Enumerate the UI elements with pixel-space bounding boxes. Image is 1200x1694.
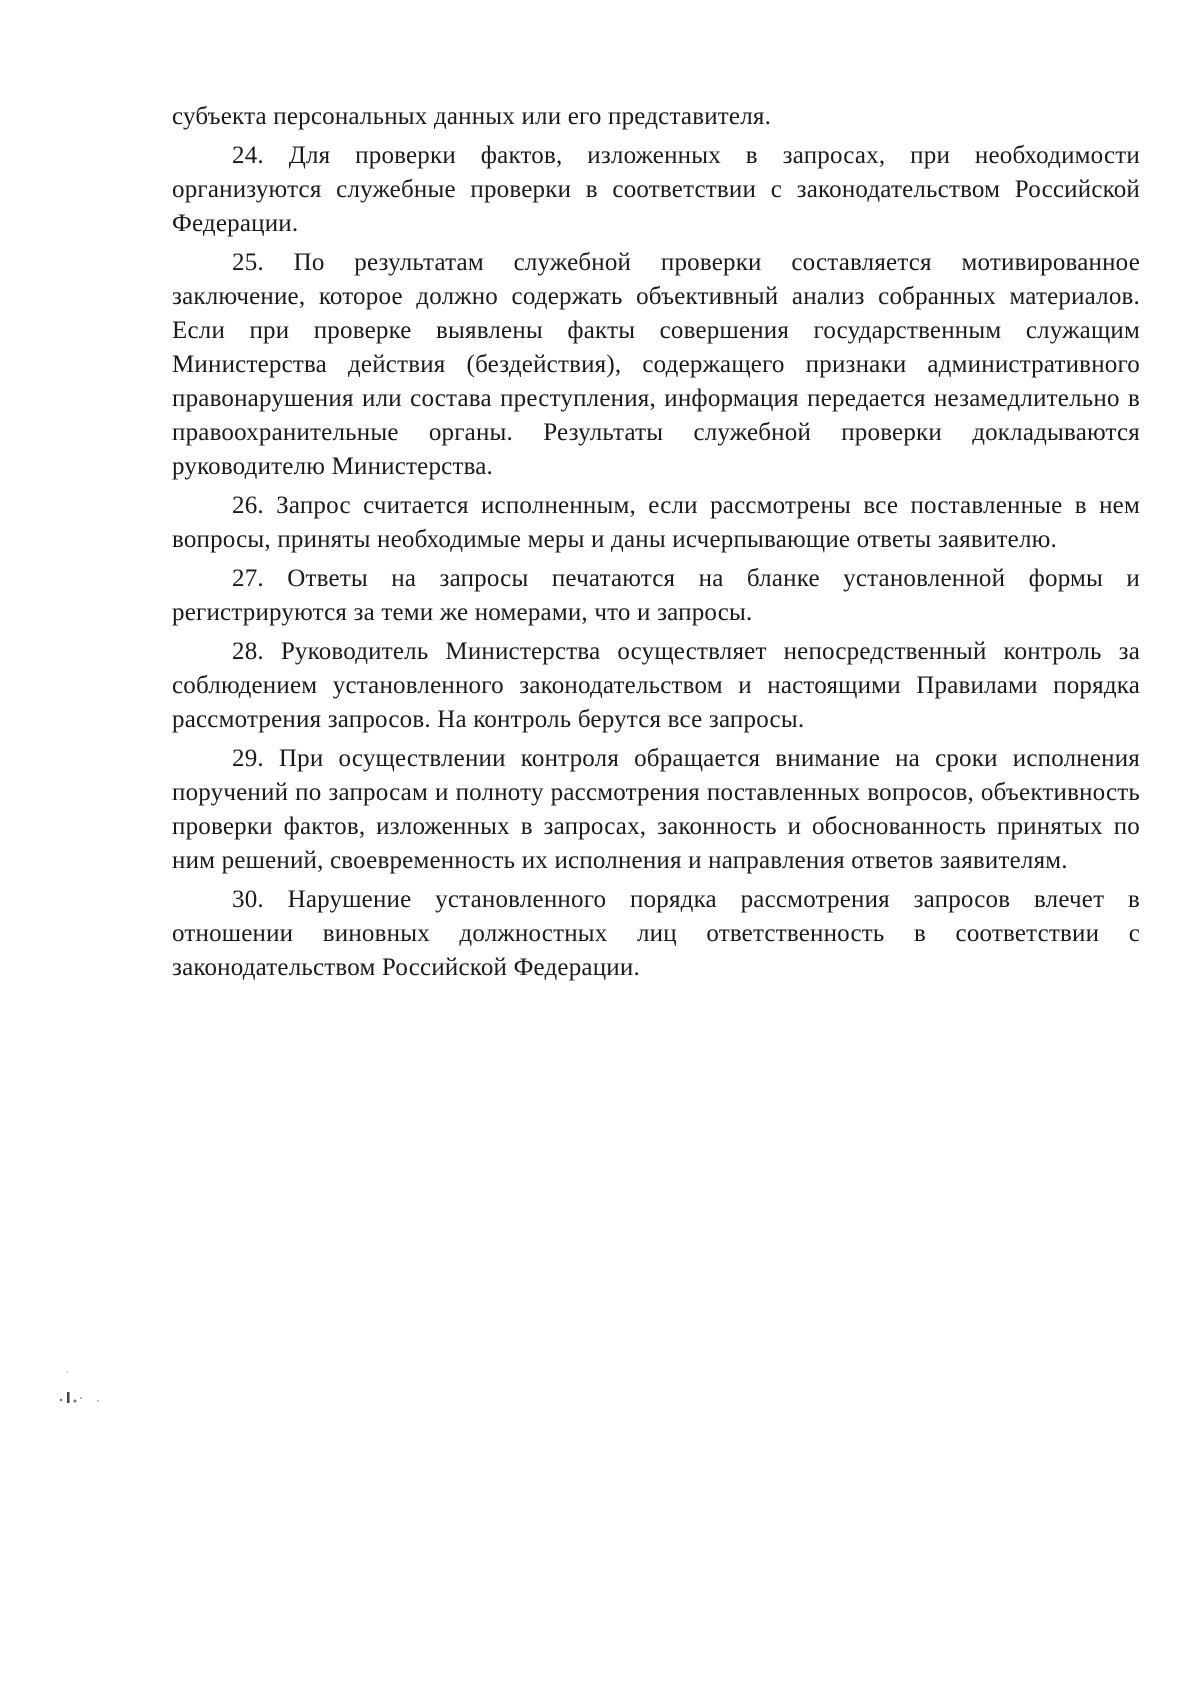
- scan-speck: ·: [66, 1368, 69, 1377]
- paragraph-continuation: субъекта персональных данных или его представителя.: [172, 103, 772, 130]
- paragraph-27: 27. Ответы на запросы печатаются на бланке установленной формы и регистрируются за теми же номерами, что и запросы.: [172, 565, 1140, 626]
- paragraph-28: 28. Руководитель Министерства осуществляет непосредственный контроль за соблюдением установленного законодательством и настоящими Правилами порядка рассмотрения запросов. На контроль берутся все запросы.: [172, 638, 1140, 733]
- scan-artifact: [58, 1388, 104, 1412]
- paragraph-30: 30. Нарушение установленного порядка рассмотрения запросов влечет в отношении виновных должностных лиц ответственность в соответствии с законодательством Российской Федерации.: [172, 886, 1140, 981]
- document-body: [172, 100, 1140, 990]
- paragraph-25: 25. По результатам служебной проверки составляется мотивированное заключение, которое должно содержать объективный анализ собранных материалов. Если при проверке выявлены факты совершения государственным служащим Министерства действия (бездействия), содержащего признаки административного правонарушения или состава преступления, информация передается незамедлительно в правоохранительные органы. Результаты служебной проверки докладываются руководителю Министерства.: [172, 249, 1140, 480]
- paragraph-29: 29. При осуществлении контроля обращается внимание на сроки исполнения поручений по запросам и полноту рассмотрения поставленных вопросов, объективность проверки фактов, изложенных в запросах, законность и обоснованность принятых по ним решений, своевременность их исполнения и направления ответов заявителям.: [172, 745, 1140, 874]
- paragraph-24: 24. Для проверки фактов, изложенных в запросах, при необходимости организуются служебные проверки в соответствии с законодательством Российской Федерации.: [172, 142, 1140, 237]
- paragraph-26: 26. Запрос считается исполненным, если рассмотрены все поставленные в нем вопросы, приняты необходимые меры и даны исчерпывающие ответы заявителю.: [172, 492, 1140, 553]
